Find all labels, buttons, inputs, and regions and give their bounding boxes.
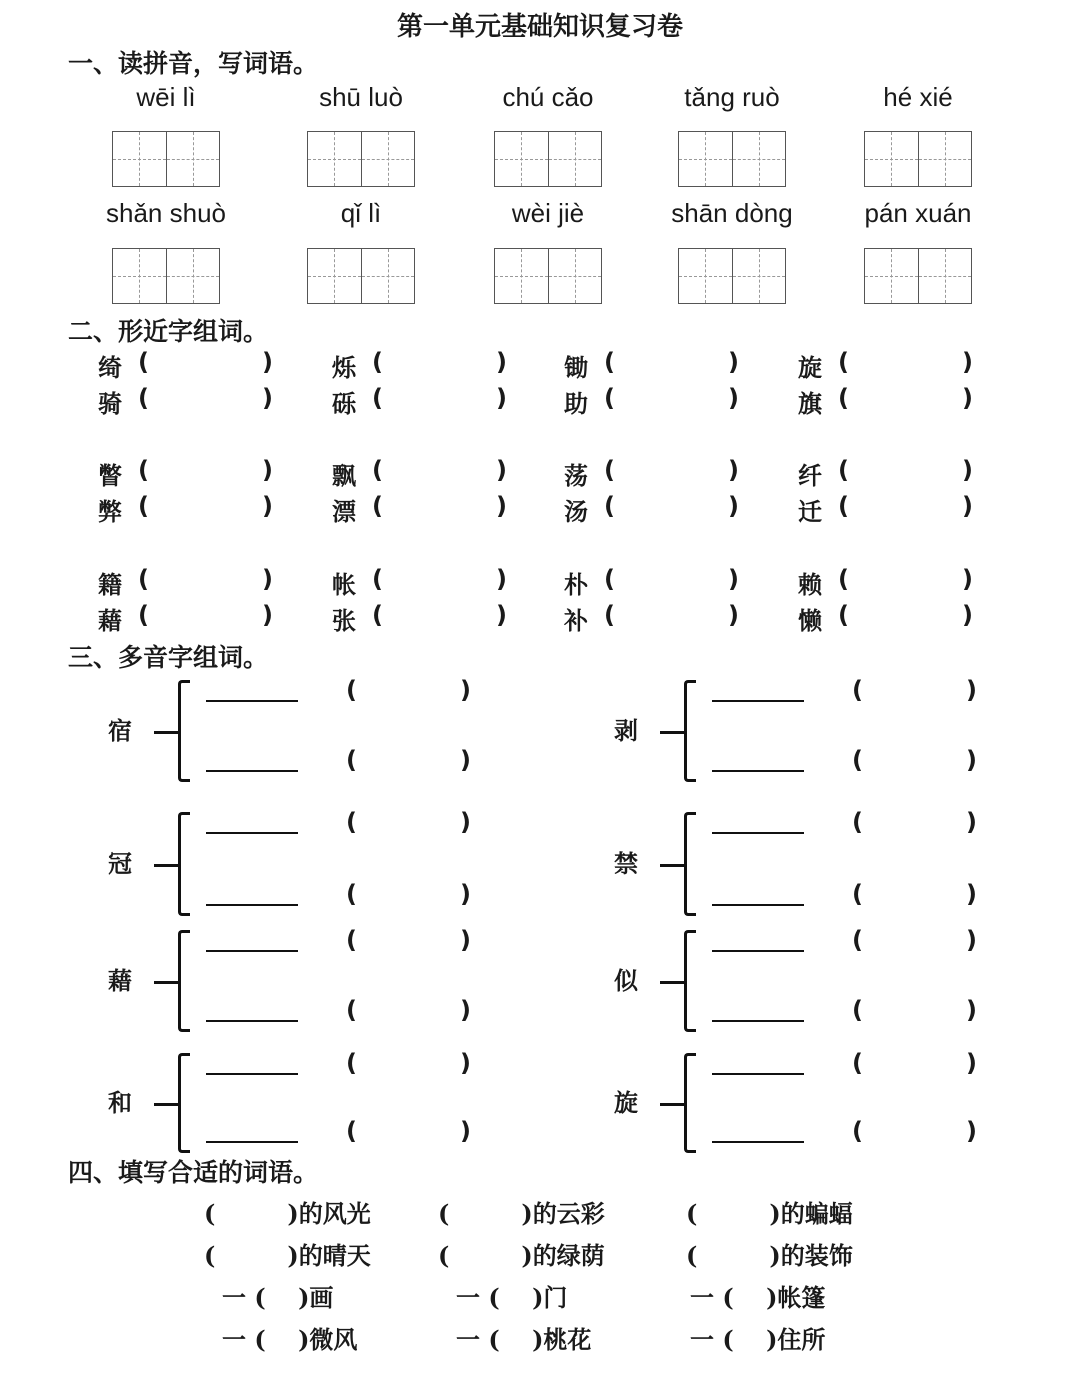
similar-char: 助 [564, 389, 588, 418]
pinyin-answer-slot[interactable] [366, 928, 456, 956]
grid-cell[interactable] [679, 249, 732, 303]
polyphone-char: 旋 [614, 1088, 638, 1117]
polyphone-char: 冠 [108, 849, 132, 878]
similar-char: 懒 [798, 606, 822, 635]
answer-slot[interactable] [158, 567, 258, 595]
paren-close: ) [460, 996, 471, 1024]
writing-grid[interactable] [112, 131, 220, 187]
word-blank-line[interactable] [712, 950, 804, 952]
fill-phrase[interactable]: 一 ( )微风 [222, 1325, 358, 1354]
pinyin-answer-slot[interactable] [366, 1051, 456, 1079]
paren-close: ) [728, 492, 739, 520]
answer-slot[interactable] [858, 350, 958, 378]
answer-slot[interactable] [624, 458, 724, 486]
fill-phrase[interactable]: ( )的晴天 [204, 1241, 371, 1270]
paren-close: ) [496, 384, 507, 412]
word-blank-line[interactable] [206, 950, 298, 952]
answer-slot[interactable] [158, 494, 258, 522]
pinyin-answer-slot[interactable] [366, 678, 456, 706]
pinyin-answer-slot[interactable] [366, 748, 456, 776]
similar-char: 帐 [332, 570, 356, 599]
paren-open: ( [346, 1117, 357, 1145]
pinyin-answer-slot[interactable] [872, 678, 962, 706]
pinyin-answer-slot[interactable] [872, 810, 962, 838]
pinyin-label: pán xuán [864, 198, 972, 228]
grid-cell[interactable] [865, 249, 918, 303]
paren-open: ( [138, 565, 149, 593]
paren-close: ) [460, 1049, 471, 1077]
paren-open: ( [372, 492, 383, 520]
fill-phrase[interactable]: ( )的装饰 [686, 1241, 853, 1270]
brace-tick [154, 981, 178, 984]
answer-slot[interactable] [624, 386, 724, 414]
paren-open: ( [838, 348, 849, 376]
answer-slot[interactable] [392, 350, 492, 378]
answer-slot[interactable] [392, 603, 492, 631]
grid-cell[interactable] [918, 249, 972, 303]
paren-open: ( [372, 456, 383, 484]
paren-close: ) [728, 565, 739, 593]
pinyin-label: shū luò [319, 82, 403, 112]
brace [178, 680, 190, 782]
paren-open: ( [346, 746, 357, 774]
brace [178, 1053, 190, 1153]
paren-close: ) [728, 384, 739, 412]
grid-cell[interactable] [308, 132, 361, 186]
grid-cell[interactable] [495, 132, 548, 186]
answer-slot[interactable] [624, 494, 724, 522]
paren-open: ( [372, 601, 383, 629]
paren-close: ) [966, 676, 977, 704]
section-4-heading: 四、填写合适的词语。 [68, 1158, 319, 1187]
writing-grid[interactable] [494, 248, 602, 304]
similar-char: 旋 [798, 353, 822, 382]
similar-char: 漂 [332, 497, 356, 526]
writing-grid[interactable] [864, 131, 972, 187]
writing-grid[interactable] [307, 248, 415, 304]
paren-open: ( [138, 384, 149, 412]
pinyin-answer-slot[interactable] [366, 810, 456, 838]
grid-cell[interactable] [679, 132, 732, 186]
word-blank-line[interactable] [206, 700, 298, 702]
pinyin-label: chú cǎo [502, 82, 594, 112]
pinyin-answer-slot[interactable] [872, 1119, 962, 1147]
paren-close: ) [262, 456, 273, 484]
paren-close: ) [496, 565, 507, 593]
polyphone-char: 和 [108, 1088, 132, 1117]
paren-open: ( [838, 456, 849, 484]
answer-slot[interactable] [858, 494, 958, 522]
brace-tick [660, 731, 684, 734]
fill-phrase[interactable]: 一 ( )桃花 [456, 1325, 592, 1354]
paren-close: ) [262, 601, 273, 629]
paren-open: ( [372, 384, 383, 412]
paren-close: ) [962, 348, 973, 376]
polyphone-char: 禁 [614, 849, 638, 878]
paren-close: ) [262, 565, 273, 593]
page-title: 第一单元基础知识复习卷 [396, 12, 683, 42]
pinyin-label: tǎng ruò [684, 82, 780, 112]
paren-close: ) [496, 492, 507, 520]
similar-char: 补 [564, 606, 588, 635]
pinyin-label: qǐ lì [340, 198, 382, 228]
fill-phrase[interactable]: 一 ( )住所 [690, 1325, 826, 1354]
fill-phrase[interactable]: 一 ( )帐篷 [690, 1283, 826, 1312]
paren-open: ( [852, 676, 863, 704]
fill-phrase[interactable]: ( )的风光 [204, 1199, 371, 1228]
answer-slot[interactable] [158, 458, 258, 486]
answer-slot[interactable] [158, 603, 258, 631]
paren-open: ( [346, 676, 357, 704]
paren-close: ) [496, 348, 507, 376]
paren-open: ( [604, 492, 615, 520]
paren-open: ( [604, 565, 615, 593]
word-blank-line[interactable] [712, 832, 804, 834]
similar-char: 骑 [98, 389, 122, 418]
paren-open: ( [852, 1049, 863, 1077]
paren-close: ) [966, 880, 977, 908]
similar-char: 弊 [98, 497, 122, 526]
similar-char: 纤 [798, 461, 822, 490]
paren-close: ) [962, 384, 973, 412]
brace [684, 812, 696, 916]
fill-phrase[interactable]: 一 ( )画 [222, 1283, 334, 1312]
pinyin-answer-slot[interactable] [872, 998, 962, 1026]
paren-open: ( [138, 456, 149, 484]
paren-open: ( [838, 601, 849, 629]
paren-close: ) [262, 348, 273, 376]
answer-slot[interactable] [624, 350, 724, 378]
paren-open: ( [852, 808, 863, 836]
word-blank-line[interactable] [206, 1073, 298, 1075]
similar-char: 汤 [564, 497, 588, 526]
brace [684, 930, 696, 1032]
paren-open: ( [372, 348, 383, 376]
paren-close: ) [962, 565, 973, 593]
answer-slot[interactable] [624, 603, 724, 631]
brace-tick [660, 981, 684, 984]
paren-open: ( [138, 348, 149, 376]
paren-open: ( [604, 456, 615, 484]
polyphone-char: 似 [614, 966, 638, 995]
grid-cell[interactable] [548, 249, 602, 303]
brace [684, 680, 696, 782]
paren-open: ( [838, 384, 849, 412]
pinyin-answer-slot[interactable] [366, 998, 456, 1026]
fill-phrase[interactable]: 一 ( )门 [456, 1283, 568, 1312]
paren-open: ( [346, 1049, 357, 1077]
word-blank-line[interactable] [206, 1020, 298, 1022]
similar-char: 绮 [98, 353, 122, 382]
word-blank-line[interactable] [206, 770, 298, 772]
similar-char: 张 [332, 606, 356, 635]
writing-grid[interactable] [678, 131, 786, 187]
grid-cell[interactable] [865, 132, 918, 186]
word-blank-line[interactable] [206, 832, 298, 834]
fill-phrase[interactable]: ( )的绿荫 [438, 1241, 605, 1270]
similar-char: 砾 [332, 389, 356, 418]
paren-close: ) [262, 492, 273, 520]
grid-cell[interactable] [113, 132, 166, 186]
similar-char: 荡 [564, 461, 588, 490]
brace-tick [154, 864, 178, 867]
paren-close: ) [962, 601, 973, 629]
pinyin-label: wèi jiè [511, 198, 585, 228]
paren-close: ) [262, 384, 273, 412]
writing-grid[interactable] [494, 131, 602, 187]
fill-phrase[interactable]: ( )的云彩 [438, 1199, 605, 1228]
similar-char: 籍 [98, 570, 122, 599]
polyphone-char: 藉 [108, 966, 132, 995]
paren-open: ( [852, 926, 863, 954]
section-3-heading: 三、多音字组词。 [68, 643, 269, 672]
paren-close: ) [496, 456, 507, 484]
paren-open: ( [852, 996, 863, 1024]
paren-open: ( [346, 808, 357, 836]
word-blank-line[interactable] [712, 770, 804, 772]
paren-open: ( [852, 746, 863, 774]
pinyin-answer-slot[interactable] [872, 928, 962, 956]
grid-cell[interactable] [495, 249, 548, 303]
word-blank-line[interactable] [712, 700, 804, 702]
answer-slot[interactable] [392, 458, 492, 486]
paren-close: ) [966, 746, 977, 774]
paren-open: ( [604, 348, 615, 376]
pinyin-label: wēi lì [136, 82, 196, 112]
answer-slot[interactable] [392, 386, 492, 414]
writing-grid[interactable] [307, 131, 415, 187]
answer-slot[interactable] [624, 567, 724, 595]
grid-cell[interactable] [918, 132, 972, 186]
paren-open: ( [838, 565, 849, 593]
paren-open: ( [852, 1117, 863, 1145]
paren-open: ( [372, 565, 383, 593]
section-2-heading: 二、形近字组词。 [68, 317, 269, 346]
grid-cell[interactable] [166, 132, 220, 186]
answer-slot[interactable] [158, 350, 258, 378]
paren-close: ) [962, 492, 973, 520]
word-blank-line[interactable] [206, 1141, 298, 1143]
similar-char: 旗 [798, 389, 822, 418]
writing-grid[interactable] [864, 248, 972, 304]
paren-close: ) [460, 808, 471, 836]
pinyin-answer-slot[interactable] [872, 748, 962, 776]
pinyin-answer-slot[interactable] [872, 1051, 962, 1079]
paren-close: ) [962, 456, 973, 484]
grid-cell[interactable] [361, 249, 415, 303]
paren-close: ) [496, 601, 507, 629]
paren-open: ( [346, 926, 357, 954]
similar-char: 藉 [98, 606, 122, 635]
paren-close: ) [460, 880, 471, 908]
paren-open: ( [346, 880, 357, 908]
similar-char: 飘 [332, 461, 356, 490]
fill-phrase[interactable]: ( )的蝙蝠 [686, 1199, 853, 1228]
paren-open: ( [604, 384, 615, 412]
similar-char: 锄 [564, 353, 588, 382]
pinyin-answer-slot[interactable] [366, 1119, 456, 1147]
brace-tick [154, 731, 178, 734]
paren-open: ( [138, 601, 149, 629]
brace [178, 812, 190, 916]
word-blank-line[interactable] [712, 1020, 804, 1022]
grid-cell[interactable] [548, 132, 602, 186]
answer-slot[interactable] [858, 458, 958, 486]
grid-cell[interactable] [732, 132, 786, 186]
paren-close: ) [966, 808, 977, 836]
paren-open: ( [838, 492, 849, 520]
grid-cell[interactable] [361, 132, 415, 186]
writing-grid[interactable] [678, 248, 786, 304]
similar-char: 烁 [332, 353, 356, 382]
polyphone-char: 宿 [108, 716, 132, 745]
paren-close: ) [460, 746, 471, 774]
paren-open: ( [346, 996, 357, 1024]
answer-slot[interactable] [392, 494, 492, 522]
answer-slot[interactable] [858, 386, 958, 414]
grid-cell[interactable] [166, 249, 220, 303]
pinyin-answer-slot[interactable] [366, 882, 456, 910]
paren-close: ) [966, 926, 977, 954]
paren-close: ) [966, 996, 977, 1024]
word-blank-line[interactable] [206, 904, 298, 906]
paren-close: ) [966, 1049, 977, 1077]
polyphone-char: 剥 [614, 716, 638, 745]
paren-close: ) [460, 676, 471, 704]
section-1-heading: 一、读拼音，写词语。 [68, 49, 319, 78]
answer-slot[interactable] [858, 567, 958, 595]
grid-cell[interactable] [732, 249, 786, 303]
similar-char: 赖 [798, 570, 822, 599]
pinyin-label: hé xié [883, 82, 953, 112]
paren-close: ) [728, 456, 739, 484]
brace-tick [660, 1103, 684, 1106]
word-blank-line[interactable] [712, 1073, 804, 1075]
paren-close: ) [460, 1117, 471, 1145]
pinyin-label: shān dòng [671, 198, 793, 228]
answer-slot[interactable] [858, 603, 958, 631]
grid-cell[interactable] [113, 249, 166, 303]
paren-open: ( [852, 880, 863, 908]
brace-tick [660, 864, 684, 867]
paren-close: ) [728, 348, 739, 376]
paren-open: ( [604, 601, 615, 629]
answer-slot[interactable] [158, 386, 258, 414]
pinyin-answer-slot[interactable] [872, 882, 962, 910]
word-blank-line[interactable] [712, 904, 804, 906]
brace [178, 930, 190, 1032]
word-blank-line[interactable] [712, 1141, 804, 1143]
grid-cell[interactable] [308, 249, 361, 303]
pinyin-label: shǎn shuò [106, 198, 226, 228]
paren-close: ) [728, 601, 739, 629]
similar-char: 瞥 [98, 461, 122, 490]
writing-grid[interactable] [112, 248, 220, 304]
brace-tick [154, 1103, 178, 1106]
similar-char: 迁 [798, 497, 822, 526]
paren-close: ) [460, 926, 471, 954]
answer-slot[interactable] [392, 567, 492, 595]
brace [684, 1053, 696, 1153]
paren-open: ( [138, 492, 149, 520]
similar-char: 朴 [564, 570, 588, 599]
paren-close: ) [966, 1117, 977, 1145]
